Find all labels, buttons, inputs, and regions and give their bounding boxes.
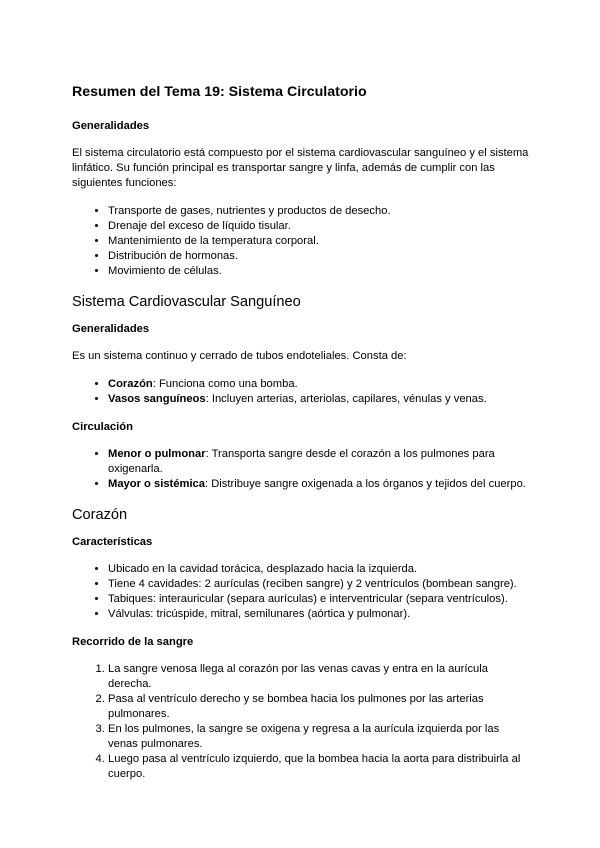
functions-list (72, 204, 532, 279)
cardiovascular-components-list (72, 377, 532, 407)
list-item: • Tiene 4 cavidades: 2 aurículas (reciben sangre) y 2 ventrículos (bombean sangre). (108, 577, 532, 592)
section-heading-corazon: Corazón (72, 507, 128, 523)
definition: : Distribuye sangre oxigenada a los órganos y tejidos del cuerpo. (205, 478, 526, 490)
section-heading-generalidades: Generalidades (72, 120, 150, 132)
list-item: • Drenaje del exceso de líquido tisular. (108, 219, 532, 234)
list-item: • Distribución de hormonas. (108, 249, 532, 264)
circulation-list (72, 447, 532, 492)
list-item: • Mantenimiento de la temperatura corporal. (108, 234, 532, 249)
list-item (108, 477, 532, 492)
subsection-heading-recorrido: Recorrido de la sangre (72, 636, 194, 648)
subsection-heading-circulacion: Circulación (72, 421, 133, 433)
list-item: • Tabiques: interauricular (separa aurículas) e interventricular (separa ventrículos). (108, 592, 532, 607)
intro-paragraph: El sistema circulatorio está compuesto por el sistema cardiovascular sanguíneo y el sistema linfático. Su función principal es transportar sangre y linfa, además de cumplir con las siguientes funciones: (72, 147, 529, 189)
definition: : Transporta sangre desde el corazón a los pulmones para oxigenarla. (108, 448, 495, 475)
cardiovascular-paragraph: Es un sistema continuo y cerrado de tubos endoteliales. Consta de: (72, 350, 407, 362)
characteristics-list (72, 562, 532, 622)
list-item: 2. Pasa al ventrículo derecho y se bombea hacia los pulmones por las arterias pulmonares. (108, 692, 532, 722)
list-item (108, 377, 532, 392)
subsection-heading-generalidades: Generalidades (72, 323, 150, 335)
document-title: Resumen del Tema 19: Sistema Circulatorio (72, 84, 367, 100)
list-item: • Válvulas: tricúspide, mitral, semilunares (aórtica y pulmonar). (108, 607, 532, 622)
definition: : Incluyen arterias, arteriolas, capilares, vénulas y venas. (205, 393, 487, 405)
term: Mayor o sistémica (108, 478, 206, 490)
list-item: • Ubicado en la cavidad torácica, desplazado hacia la izquierda. (108, 562, 532, 577)
list-item (108, 392, 532, 407)
list-item: 4. Luego pasa al ventrículo izquierdo, que la bombea hacia la aorta para distribuirla al cuerpo. (108, 752, 532, 782)
term: Menor o pulmonar (108, 448, 206, 460)
definition: : Funciona como una bomba. (152, 378, 298, 390)
list-item: 1. La sangre venosa llega al corazón por las venas cavas y entra en la aurícula derecha. (108, 662, 532, 692)
list-item: 3. En los pulmones, la sangre se oxigena y regresa a la aurícula izquierda por las venas pulmonares. (108, 722, 532, 752)
list-item (108, 447, 532, 477)
subsection-heading-caracteristicas: Características (72, 536, 153, 548)
document-page (72, 82, 532, 795)
term: Vasos sanguíneos (108, 393, 206, 405)
blood-path-list (72, 662, 532, 782)
list-item: • Transporte de gases, nutrientes y productos de desecho. (108, 204, 532, 219)
term: Corazón (108, 378, 153, 390)
section-heading-cardiovascular: Sistema Cardiovascular Sanguíneo (72, 294, 301, 310)
list-item: • Movimiento de células. (108, 264, 532, 279)
